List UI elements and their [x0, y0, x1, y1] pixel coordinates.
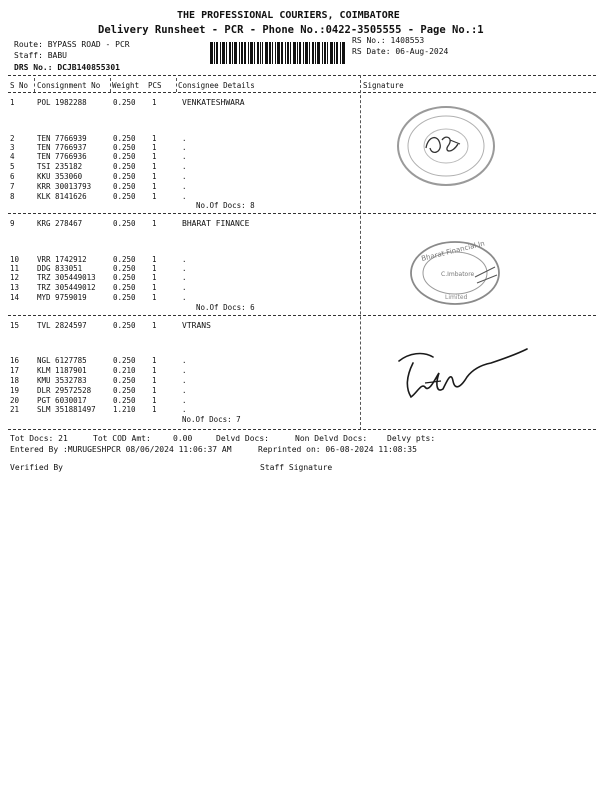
table-cell: 21 [10, 405, 20, 414]
table-cell: 0.250 [113, 293, 136, 302]
table-cell: 8 [10, 192, 15, 201]
bharat-finance-stamp [405, 237, 505, 307]
table-cell: 1 [152, 376, 157, 385]
group-rule [8, 315, 596, 316]
table-cell: 1 [152, 152, 157, 161]
table-cell: 6 [10, 172, 15, 181]
col-consignee: Consignee Details [178, 81, 255, 90]
staff-signature-label: Staff Signature [260, 463, 333, 472]
table-cell: 1 [152, 273, 157, 282]
table-cell: KMU 3532783 [37, 376, 87, 385]
table-bottom-rule [8, 429, 596, 430]
table-cell: 10 [10, 255, 20, 264]
table-cell: 1 [152, 366, 157, 375]
reprinted-on: Reprinted on: 06-08-2024 11:08:35 [258, 445, 417, 454]
col-divider [34, 78, 35, 92]
stamp-text-bottom: Limited [445, 294, 468, 301]
table-cell: . [182, 162, 187, 171]
table-cell: DLR 29572528 [37, 386, 92, 395]
table-cell: . [182, 396, 187, 405]
table-cell: 0.250 [113, 192, 136, 201]
table-cell: 17 [10, 366, 20, 375]
table-cell: PGT 6030017 [37, 396, 87, 405]
table-cell: 1 [152, 255, 157, 264]
table-cell: 0.250 [113, 143, 136, 152]
table-cell: . [182, 283, 187, 292]
stamp-text-top: Bharat Financial In [420, 239, 486, 263]
table-cell: 1 [152, 405, 157, 414]
total-cod-label: Tot COD Amt: [93, 434, 151, 443]
table-cell: DDG 833051 [37, 264, 83, 273]
table-cell: 1.210 [113, 405, 136, 414]
table-cell: 1 [152, 162, 157, 171]
table-cell: VRR 1742912 [37, 255, 87, 264]
table-cell: 13 [10, 283, 20, 292]
signature [395, 343, 535, 405]
table-cell: . [182, 192, 187, 201]
table-cell: 0.250 [113, 134, 136, 143]
table-cell: . [182, 134, 187, 143]
table-cell: 0.250 [113, 172, 136, 181]
table-cell: TEN 7766937 [37, 143, 87, 152]
table-cell: KRG 278467 [37, 219, 83, 228]
table-cell: . [182, 255, 187, 264]
table-cell: 0.250 [113, 264, 136, 273]
table-cell: 1 [152, 283, 157, 292]
table-cell: 1 [152, 172, 157, 181]
table-cell: 0.250 [113, 376, 136, 385]
table-cell: 18 [10, 376, 20, 385]
table-cell: 0.250 [113, 98, 136, 107]
total-cod-value: 0.00 [173, 434, 193, 443]
table-cell: 0.250 [113, 321, 136, 330]
col-sno: S No [10, 81, 29, 90]
table-cell: . [182, 152, 187, 161]
entered-by: Entered By :MURUGESHPCR 08/06/2024 11:06:37 AM [10, 445, 232, 454]
col-weight: Weight [112, 81, 140, 90]
table-cell: 1 [152, 396, 157, 405]
table-cell: . [182, 366, 187, 375]
table-cell: 0.250 [113, 396, 136, 405]
table-cell: 15 [10, 321, 20, 330]
consignee-name: VTRANS [182, 321, 211, 330]
non-delivered-docs: Non Delvd Docs: [295, 434, 368, 443]
table-cell: 1 [152, 143, 157, 152]
runsheet-title: Delivery Runsheet - PCR - Phone No.:0422-3505555 - Page No.:1 [98, 24, 484, 36]
table-cell: 1 [152, 98, 157, 107]
delivered-docs: Delvd Docs: [216, 434, 269, 443]
table-cell: POL 1982288 [37, 98, 87, 107]
signature-divider [360, 75, 361, 430]
consignee-name: BHARAT FINANCE [182, 219, 250, 228]
docs-count: No.Of Docs: 6 [196, 303, 255, 312]
verified-by: Verified By [10, 463, 63, 472]
table-cell: 1 [152, 356, 157, 365]
table-cell: 0.250 [113, 283, 136, 292]
col-pcs: PCS [148, 81, 162, 90]
table-cell: 1 [152, 192, 157, 201]
table-cell: KLK 8141626 [37, 192, 87, 201]
table-cell: 7 [10, 182, 15, 191]
delivery-points: Delvy pts: [387, 434, 436, 443]
table-cell: 0.250 [113, 255, 136, 264]
table-cell: 0.250 [113, 152, 136, 161]
table-cell: MYD 9759019 [37, 293, 87, 302]
table-cell: . [182, 386, 187, 395]
table-cell: TEN 7766936 [37, 152, 87, 161]
total-docs: Tot Docs: 21 [10, 434, 68, 443]
company-name: THE PROFESSIONAL COURIERS, COIMBATORE [177, 10, 400, 21]
table-cell: 19 [10, 386, 20, 395]
table-cell: 1 [152, 386, 157, 395]
table-cell: 4 [10, 152, 15, 161]
col-consignment: Consignment No [37, 81, 101, 90]
table-cell: 0.210 [113, 366, 136, 375]
table-cell: 1 [10, 98, 15, 107]
table-cell: 0.250 [113, 386, 136, 395]
table-cell: 5 [10, 162, 15, 171]
table-cell: 16 [10, 356, 20, 365]
table-cell: 1 [152, 182, 157, 191]
rs-date: RS Date: 06-Aug-2024 [352, 47, 449, 56]
col-signature: Signature [363, 81, 404, 90]
table-cell: 11 [10, 264, 20, 273]
consignee-name: VENKATESHWARA [182, 98, 245, 107]
drs-number: DRS No.: DCJB140855301 [14, 63, 120, 72]
table-cell: 9 [10, 219, 15, 228]
route-label: Route: BYPASS ROAD - PCR [14, 40, 130, 49]
table-cell: 1 [152, 134, 157, 143]
table-cell: . [182, 405, 187, 414]
table-cell: . [182, 356, 187, 365]
table-cell: KRR 30013793 [37, 182, 92, 191]
company-stamp-1 [388, 100, 500, 190]
stamp-text-city: C.Imbatore [441, 271, 475, 278]
table-cell: NGL 6127785 [37, 356, 87, 365]
table-header-rule [8, 92, 596, 93]
table-cell: 20 [10, 396, 20, 405]
table-cell: 0.250 [113, 273, 136, 282]
table-cell: . [182, 143, 187, 152]
table-cell: 1 [152, 293, 157, 302]
docs-count: No.Of Docs: 8 [196, 201, 255, 210]
table-cell: . [182, 273, 187, 282]
table-cell: SLM 351881497 [37, 405, 96, 414]
staff-label: Staff: BABU [14, 51, 67, 60]
barcode [210, 42, 346, 64]
table-cell: KLM 1187901 [37, 366, 87, 375]
table-cell: 1 [152, 321, 157, 330]
table-cell: 1 [152, 264, 157, 273]
table-cell: TVL 2824597 [37, 321, 87, 330]
table-cell: TRZ 305449012 [37, 283, 96, 292]
table-cell: . [182, 376, 187, 385]
table-cell: 12 [10, 273, 20, 282]
table-cell: TRZ 305449013 [37, 273, 96, 282]
table-cell: 14 [10, 293, 20, 302]
table-cell: . [182, 172, 187, 181]
table-cell: 2 [10, 134, 15, 143]
col-divider [110, 78, 111, 92]
table-cell: TSI 235182 [37, 162, 83, 171]
table-top-rule [8, 75, 596, 76]
table-cell: 0.250 [113, 182, 136, 191]
table-cell: . [182, 264, 187, 273]
table-cell: 0.250 [113, 356, 136, 365]
table-cell: TEN 7766939 [37, 134, 87, 143]
col-divider [176, 78, 177, 92]
table-cell: 0.250 [113, 219, 136, 228]
table-cell: KKU 353060 [37, 172, 83, 181]
docs-count: No.Of Docs: 7 [182, 415, 241, 424]
table-cell: 3 [10, 143, 15, 152]
table-cell: 0.250 [113, 162, 136, 171]
group-rule [8, 213, 596, 214]
rs-number: RS No.: 1408553 [352, 36, 425, 45]
table-cell: . [182, 293, 187, 302]
table-cell: 1 [152, 219, 157, 228]
table-cell: . [182, 182, 187, 191]
